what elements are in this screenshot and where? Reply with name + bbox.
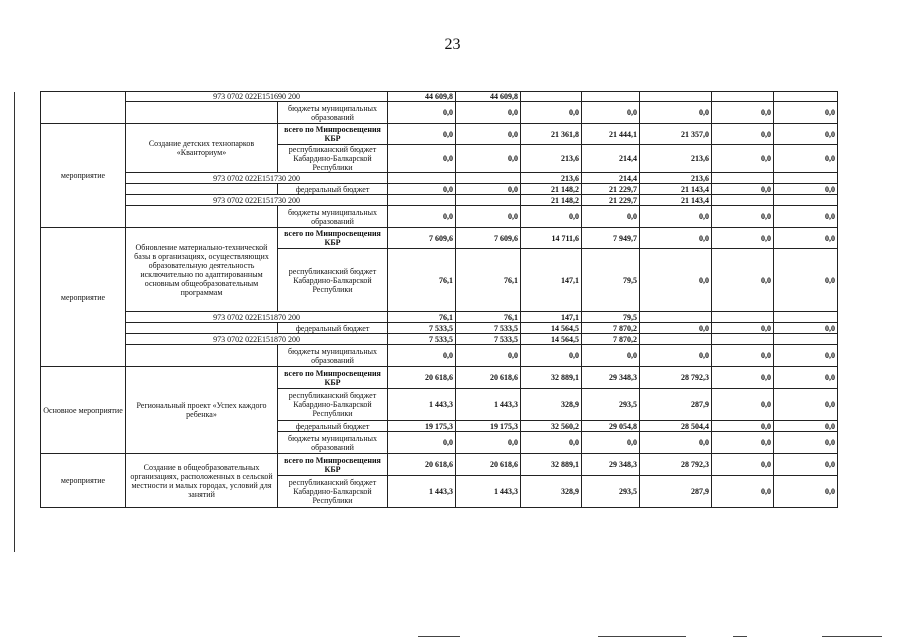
amount-cell: 32 889,1 bbox=[521, 367, 582, 389]
amount-cell: 0,0 bbox=[388, 124, 456, 145]
funding-source-label: всего по Минпросвещения КБР bbox=[284, 229, 381, 247]
funding-source bbox=[278, 421, 388, 432]
amount-cell: 0,0 bbox=[774, 206, 838, 228]
amount-cell: 0,0 bbox=[456, 124, 521, 145]
amount-cell bbox=[774, 195, 838, 206]
event-name-empty bbox=[126, 102, 278, 124]
amount-cell: 20 618,6 bbox=[456, 367, 521, 389]
amount-cell: 328,9 bbox=[521, 476, 582, 508]
amount-cell: 147,1 bbox=[521, 249, 582, 312]
table-row bbox=[41, 228, 838, 249]
amount-cell: 19 175,3 bbox=[388, 421, 456, 432]
amount-cell: 0,0 bbox=[774, 389, 838, 421]
funding-source-label: бюджеты муниципальных образований bbox=[288, 346, 377, 365]
amount-cell: 293,5 bbox=[582, 476, 640, 508]
amount-cell bbox=[774, 312, 838, 323]
amount-cell: 0,0 bbox=[640, 345, 712, 367]
amount-cell: 0,0 bbox=[774, 421, 838, 432]
amount-cell: 0,0 bbox=[774, 228, 838, 249]
amount-cell: 14 564,5 bbox=[521, 334, 582, 345]
event-status: мероприятие bbox=[41, 454, 126, 508]
amount-cell: 0,0 bbox=[640, 432, 712, 454]
amount-cell: 0,0 bbox=[774, 323, 838, 334]
table-row bbox=[41, 345, 838, 367]
footer-rule bbox=[598, 636, 686, 637]
funding-source-label: бюджеты муниципальных образований bbox=[288, 103, 377, 122]
amount-cell: 1 443,3 bbox=[388, 476, 456, 508]
amount-cell: 287,9 bbox=[640, 389, 712, 421]
amount-cell bbox=[456, 173, 521, 184]
amount-cell: 28 792,3 bbox=[640, 454, 712, 476]
amount-cell: 19 175,3 bbox=[456, 421, 521, 432]
amount-cell bbox=[774, 173, 838, 184]
amount-cell: 0,0 bbox=[712, 249, 774, 312]
funding-source-label: всего по Минпросвещения КБР bbox=[284, 368, 381, 387]
amount-cell: 0,0 bbox=[712, 323, 774, 334]
amount-cell: 0,0 bbox=[774, 432, 838, 454]
amount-cell: 328,9 bbox=[521, 389, 582, 421]
amount-cell: 44 609,8 bbox=[388, 92, 456, 102]
amount-cell: 0,0 bbox=[774, 124, 838, 145]
amount-cell: 29 054,8 bbox=[582, 421, 640, 432]
funding-source bbox=[278, 367, 388, 389]
amount-cell: 0,0 bbox=[774, 184, 838, 195]
amount-cell: 76,1 bbox=[388, 312, 456, 323]
funding-source bbox=[278, 124, 388, 145]
amount-cell: 0,0 bbox=[582, 102, 640, 124]
budget-code: 973 0702 022E151870 200 bbox=[126, 312, 388, 323]
table-row bbox=[41, 195, 838, 206]
amount-cell bbox=[388, 173, 456, 184]
amount-cell: 214,4 bbox=[582, 145, 640, 173]
amount-cell: 21 229,7 bbox=[582, 184, 640, 195]
table-body bbox=[41, 92, 838, 508]
amount-cell: 79,5 bbox=[582, 249, 640, 312]
funding-source bbox=[278, 476, 388, 508]
amount-cell: 28 792,3 bbox=[640, 367, 712, 389]
amount-cell: 0,0 bbox=[774, 102, 838, 124]
amount-cell bbox=[456, 195, 521, 206]
table-row bbox=[41, 334, 838, 345]
amount-cell: 7 609,6 bbox=[388, 228, 456, 249]
amount-cell: 0,0 bbox=[712, 476, 774, 508]
event-status: мероприятие bbox=[41, 124, 126, 228]
amount-cell: 7 533,5 bbox=[388, 323, 456, 334]
amount-cell: 0,0 bbox=[640, 228, 712, 249]
funding-source bbox=[278, 454, 388, 476]
amount-cell: 7 609,6 bbox=[456, 228, 521, 249]
amount-cell: 7 949,7 bbox=[582, 228, 640, 249]
amount-cell: 20 618,6 bbox=[456, 454, 521, 476]
amount-cell: 0,0 bbox=[712, 102, 774, 124]
amount-cell: 147,1 bbox=[521, 312, 582, 323]
event-name-empty bbox=[126, 345, 278, 367]
table-row bbox=[41, 312, 838, 323]
funding-source-label: всего по Минпросвещения КБР bbox=[284, 125, 381, 143]
page-margin-line bbox=[14, 92, 15, 552]
amount-cell: 29 348,3 bbox=[582, 367, 640, 389]
funding-source-label: республиканский бюджет Кабардино-Балкарской Республики bbox=[288, 478, 377, 505]
amount-cell: 0,0 bbox=[456, 432, 521, 454]
event-status bbox=[41, 92, 126, 124]
funding-source-label: федеральный бюджет bbox=[295, 184, 370, 194]
amount-cell: 0,0 bbox=[582, 345, 640, 367]
amount-cell: 0,0 bbox=[582, 206, 640, 228]
budget-table bbox=[40, 91, 838, 508]
amount-cell: 0,0 bbox=[521, 432, 582, 454]
amount-cell: 1 443,3 bbox=[388, 389, 456, 421]
amount-cell: 213,6 bbox=[521, 145, 582, 173]
footer-rule bbox=[733, 636, 747, 637]
amount-cell: 0,0 bbox=[521, 102, 582, 124]
amount-cell: 0,0 bbox=[774, 476, 838, 508]
amount-cell: 1 443,3 bbox=[456, 476, 521, 508]
amount-cell: 14 711,6 bbox=[521, 228, 582, 249]
table-row bbox=[41, 367, 838, 389]
amount-cell: 21 444,1 bbox=[582, 124, 640, 145]
amount-cell: 7 870,2 bbox=[582, 323, 640, 334]
amount-cell: 7 533,5 bbox=[456, 334, 521, 345]
amount-cell: 0,0 bbox=[712, 184, 774, 195]
amount-cell: 7 533,5 bbox=[456, 323, 521, 334]
amount-cell: 0,0 bbox=[456, 102, 521, 124]
table-row bbox=[41, 124, 838, 145]
funding-source-label: бюджеты муниципальных образований bbox=[288, 433, 377, 452]
funding-source-label: республиканский бюджет Кабардино-Балкарской Республики bbox=[288, 145, 377, 172]
amount-cell bbox=[712, 173, 774, 184]
event-name: Региональный проект «Успех каждого ребенка» bbox=[126, 367, 278, 454]
amount-cell: 21 148,2 bbox=[521, 195, 582, 206]
amount-cell bbox=[712, 195, 774, 206]
amount-cell: 0,0 bbox=[388, 206, 456, 228]
amount-cell: 213,6 bbox=[521, 173, 582, 184]
amount-cell: 0,0 bbox=[456, 145, 521, 173]
amount-cell bbox=[712, 312, 774, 323]
amount-cell: 0,0 bbox=[774, 345, 838, 367]
funding-source-label: республиканский бюджет Кабардино-Балкарской Республики bbox=[288, 391, 377, 418]
amount-cell: 0,0 bbox=[712, 367, 774, 389]
table-row bbox=[41, 206, 838, 228]
amount-cell: 21 361,8 bbox=[521, 124, 582, 145]
amount-cell: 0,0 bbox=[388, 345, 456, 367]
amount-cell: 7 870,2 bbox=[582, 334, 640, 345]
amount-cell: 0,0 bbox=[774, 454, 838, 476]
amount-cell: 0,0 bbox=[521, 345, 582, 367]
budget-code: 973 0702 022E151730 200 bbox=[126, 195, 388, 206]
footer-rule bbox=[822, 636, 882, 637]
amount-cell: 0,0 bbox=[640, 206, 712, 228]
amount-cell: 0,0 bbox=[456, 184, 521, 195]
event-name: Создание детских технопарков «Кванториум» bbox=[126, 124, 278, 173]
funding-source bbox=[278, 323, 388, 334]
amount-cell: 0,0 bbox=[712, 432, 774, 454]
amount-cell: 0,0 bbox=[774, 249, 838, 312]
amount-cell: 21 357,0 bbox=[640, 124, 712, 145]
amount-cell bbox=[774, 334, 838, 345]
funding-source bbox=[278, 389, 388, 421]
amount-cell bbox=[712, 334, 774, 345]
amount-cell: 76,1 bbox=[456, 249, 521, 312]
amount-cell: 20 618,6 bbox=[388, 367, 456, 389]
amount-cell bbox=[640, 92, 712, 102]
funding-source bbox=[278, 184, 388, 195]
table-row bbox=[41, 92, 838, 102]
page-number: 23 bbox=[444, 36, 461, 53]
table-row bbox=[41, 102, 838, 124]
funding-source bbox=[278, 145, 388, 173]
amount-cell: 21 143,4 bbox=[640, 195, 712, 206]
amount-cell: 0,0 bbox=[712, 206, 774, 228]
funding-source-label: всего по Минпросвещения КБР bbox=[284, 455, 381, 474]
amount-cell: 76,1 bbox=[456, 312, 521, 323]
amount-cell bbox=[582, 92, 640, 102]
funding-source bbox=[278, 345, 388, 367]
budget-code: 973 0702 022E151690 200 bbox=[126, 92, 388, 102]
table-row bbox=[41, 184, 838, 195]
funding-source-label: республиканский бюджет Кабардино-Балкарской Республики bbox=[288, 266, 377, 294]
amount-cell bbox=[640, 334, 712, 345]
amount-cell bbox=[774, 92, 838, 102]
amount-cell: 0,0 bbox=[640, 323, 712, 334]
amount-cell: 0,0 bbox=[774, 367, 838, 389]
amount-cell: 44 609,8 bbox=[456, 92, 521, 102]
event-name-empty bbox=[126, 206, 278, 228]
funding-source-label: федеральный бюджет bbox=[295, 421, 370, 431]
amount-cell: 214,4 bbox=[582, 173, 640, 184]
amount-cell: 0,0 bbox=[712, 345, 774, 367]
amount-cell: 76,1 bbox=[388, 249, 456, 312]
amount-cell: 287,9 bbox=[640, 476, 712, 508]
amount-cell: 0,0 bbox=[388, 145, 456, 173]
event-name: Обновление материально-технической базы в организациях, осуществляющих образовательную деятельность исключительно по адаптированным основным общеобразовательным программам bbox=[126, 228, 278, 312]
event-name: Создание в общеобразовательных организациях, расположенных в сельской местности и малых городах, условий для занятий bbox=[126, 454, 278, 508]
amount-cell: 0,0 bbox=[712, 228, 774, 249]
amount-cell bbox=[712, 92, 774, 102]
amount-cell: 213,6 bbox=[640, 145, 712, 173]
amount-cell: 29 348,3 bbox=[582, 454, 640, 476]
funding-source bbox=[278, 102, 388, 124]
amount-cell: 0,0 bbox=[712, 145, 774, 173]
table-row bbox=[41, 173, 838, 184]
table-row bbox=[41, 454, 838, 476]
amount-cell: 0,0 bbox=[521, 206, 582, 228]
budget-code: 973 0702 022E151730 200 bbox=[126, 173, 388, 184]
amount-cell bbox=[640, 312, 712, 323]
amount-cell bbox=[521, 92, 582, 102]
funding-source bbox=[278, 432, 388, 454]
amount-cell bbox=[388, 195, 456, 206]
amount-cell: 21 229,7 bbox=[582, 195, 640, 206]
amount-cell: 0,0 bbox=[712, 124, 774, 145]
funding-source bbox=[278, 228, 388, 249]
event-status: Основное мероприятие bbox=[41, 367, 126, 454]
amount-cell: 28 504,4 bbox=[640, 421, 712, 432]
amount-cell: 32 560,2 bbox=[521, 421, 582, 432]
footer-rule bbox=[418, 636, 460, 637]
funding-source bbox=[278, 249, 388, 312]
amount-cell: 0,0 bbox=[456, 206, 521, 228]
amount-cell: 0,0 bbox=[712, 421, 774, 432]
amount-cell: 0,0 bbox=[456, 345, 521, 367]
amount-cell: 1 443,3 bbox=[456, 389, 521, 421]
amount-cell: 0,0 bbox=[388, 184, 456, 195]
amount-cell: 0,0 bbox=[582, 432, 640, 454]
amount-cell: 14 564,5 bbox=[521, 323, 582, 334]
amount-cell: 0,0 bbox=[640, 249, 712, 312]
amount-cell: 0,0 bbox=[388, 102, 456, 124]
funding-source bbox=[278, 206, 388, 228]
amount-cell: 20 618,6 bbox=[388, 454, 456, 476]
event-status: мероприятие bbox=[41, 228, 126, 367]
event-name-empty bbox=[126, 184, 278, 195]
amount-cell: 32 889,1 bbox=[521, 454, 582, 476]
amount-cell: 7 533,5 bbox=[388, 334, 456, 345]
budget-code: 973 0702 022E151870 200 bbox=[126, 334, 388, 345]
event-name-empty bbox=[126, 323, 278, 334]
amount-cell: 293,5 bbox=[582, 389, 640, 421]
amount-cell: 79,5 bbox=[582, 312, 640, 323]
amount-cell: 0,0 bbox=[388, 432, 456, 454]
amount-cell: 0,0 bbox=[774, 145, 838, 173]
amount-cell: 0,0 bbox=[712, 454, 774, 476]
table-row bbox=[41, 323, 838, 334]
funding-source-label: федеральный бюджет bbox=[295, 323, 370, 333]
amount-cell: 21 143,4 bbox=[640, 184, 712, 195]
funding-source-label: бюджеты муниципальных образований bbox=[288, 207, 377, 226]
amount-cell: 0,0 bbox=[640, 102, 712, 124]
amount-cell: 213,6 bbox=[640, 173, 712, 184]
amount-cell: 21 148,2 bbox=[521, 184, 582, 195]
amount-cell: 0,0 bbox=[712, 389, 774, 421]
